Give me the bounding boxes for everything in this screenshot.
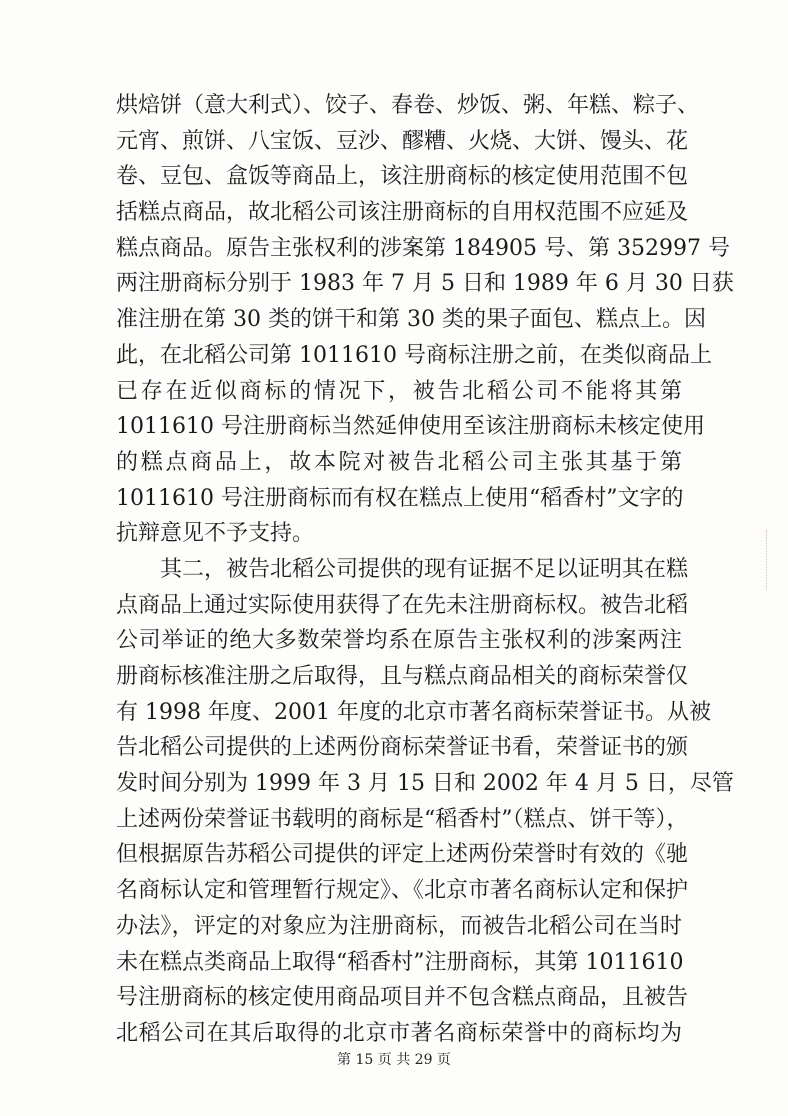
text-line: 准注册在第 30 类的饼干和第 30 类的果子面包、糕点上。因 <box>116 307 706 333</box>
paragraph-first-line: 其二，被告北稻公司提供的现有证据不足以证明其在糕 <box>160 556 689 582</box>
text-line: 告北稻公司提供的上述两份商标荣誉证书看，荣誉证书的颁 <box>116 735 689 761</box>
text-line: 括糕点商品，故北稻公司该注册商标的自用权范围不应延及 <box>116 200 689 226</box>
text-line: 烘焙饼（意大利式）、饺子、春卷、炒饭、粥、年糕、粽子、 <box>116 93 700 118</box>
text-line: 北稻公司在其后取得的北京市著名商标荣誉中的商标均为 <box>116 1020 682 1046</box>
text-line: 已存在近似商标的情况下，被告北稻公司不能将其第 <box>116 378 682 404</box>
text-line: 公司举证的绝大多数荣誉均系在原告主张权利的涉案两注 <box>116 628 682 654</box>
text-line: 有 1998 年度、2001 年度的北京市著名商标荣誉证书。从被 <box>116 699 711 725</box>
text-line: 点商品上通过实际使用获得了在先未注册商标权。被告北稻 <box>116 592 689 618</box>
text-line: 上述两份荣誉证书载明的商标是“稻香村”（糕点、饼干等）， <box>116 806 689 832</box>
page-number: 第 15 页 共 29 页 <box>337 1052 451 1068</box>
text-line: 册商标核准注册之后取得，且与糕点商品相关的商标荣誉仅 <box>116 664 689 689</box>
text-line: 卷、豆包、盒饭等商品上，该注册商标的核定使用范围不包 <box>116 164 689 190</box>
text-line: 两注册商标分别于 1983 年 7 月 5 日和 1989 年 6 月 30 日获 <box>116 271 734 297</box>
text-line: 元宵、煎饼、八宝饭、豆沙、醪糟、火烧、大饼、馒头、花 <box>116 128 689 154</box>
text-line: 的糕点商品上，故本院对被告北稻公司主张其基于第 <box>116 449 682 475</box>
seal-seam-mark <box>766 530 770 590</box>
text-line: 未在糕点类商品上取得“稻香村”注册商标，其第 1011610 <box>116 949 684 975</box>
text-line: 抗辩意见不予支持。 <box>116 521 315 547</box>
text-line: 办法》，评定的对象应为注册商标，而被告北稻公司在当时 <box>116 913 682 939</box>
text-line: 名商标认定和管理暂行规定》、《北京市著名商标认定和保护 <box>116 878 689 904</box>
text-line: 1011610 号注册商标当然延伸使用至该注册商标未核定使用 <box>116 414 705 440</box>
body-text <box>116 88 734 1052</box>
text-line: 号注册商标的核定使用商品项目并不包含糕点商品，且被告 <box>116 985 689 1011</box>
text-line: 此，在北稻公司第 1011610 号商标注册之前，在类似商品上 <box>116 342 712 368</box>
text-line: 1011610 号注册商标而有权在糕点上使用“稻香村”文字的 <box>116 485 684 511</box>
text-line: 发时间分别为 1999 年 3 月 15 日和 2002 年 4 月 5 日，尽管 <box>116 771 734 797</box>
text-line: 糕点商品。原告主张权利的涉案第 184905 号、第 352997 号 <box>116 235 730 261</box>
text-line: 但根据原告苏稻公司提供的评定上述两份荣誉时有效的《驰 <box>116 842 689 868</box>
